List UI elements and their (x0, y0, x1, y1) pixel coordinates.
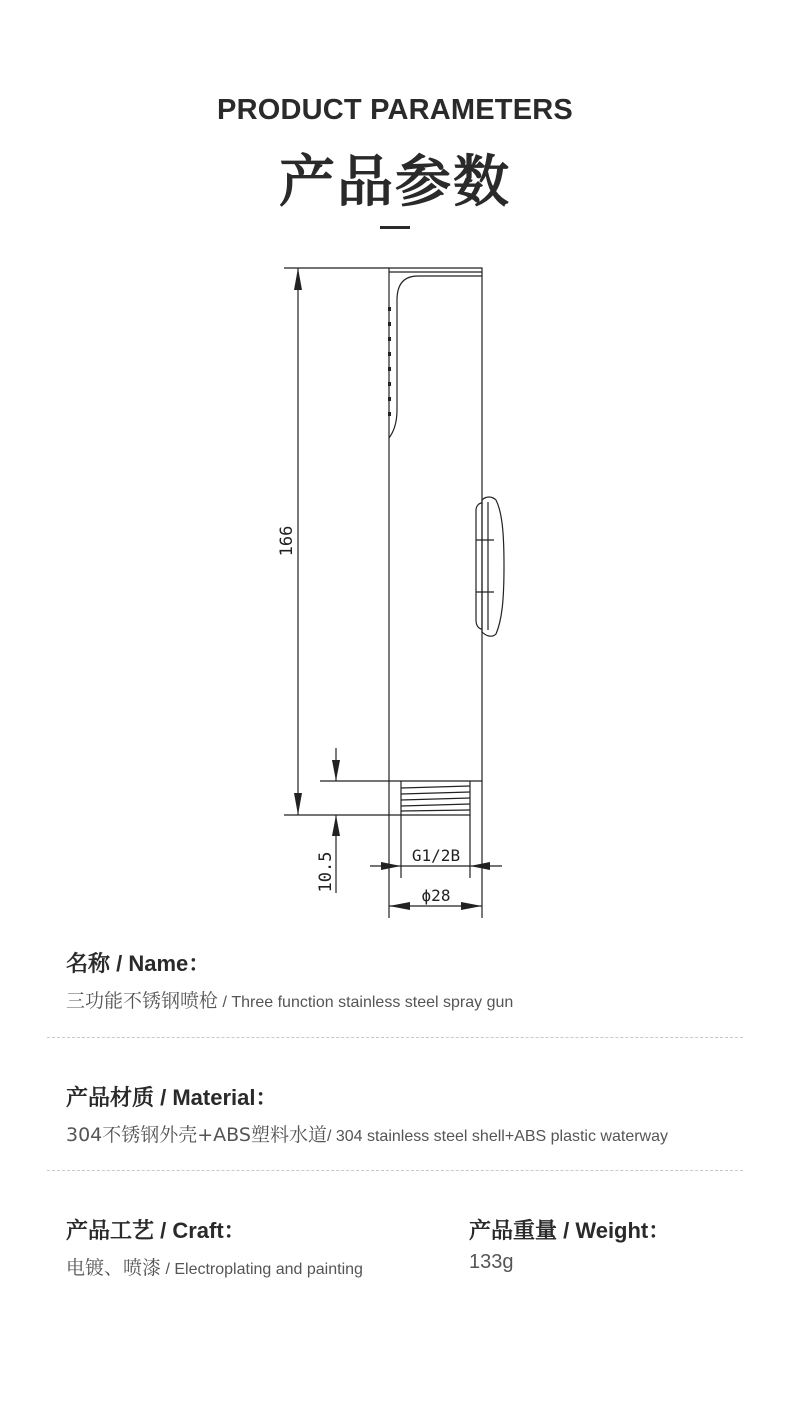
weight-label: 产品重量 / Weight： (469, 1218, 671, 1243)
dimension-arrows (294, 268, 490, 910)
craft-value (66, 1253, 363, 1280)
name-value-cn: 三功能不锈钢喷枪 (66, 990, 219, 1012)
material-value-cn: 304不锈钢外壳+ABS塑料水道 (66, 1124, 327, 1146)
thread-spec-label: G1/2B (411, 846, 461, 865)
craft-label: 产品工艺 / Craft： (66, 1218, 246, 1243)
spray-gun-body (389, 268, 482, 781)
material-label: 产品材质 / Material： (66, 1085, 278, 1110)
divider (47, 1170, 743, 1171)
section-title-en: PRODUCT PARAMETERS (217, 94, 573, 126)
craft-value-cn: 电镀、喷漆 (66, 1257, 162, 1279)
divider (47, 1037, 743, 1038)
name-label: 名称 / Name： (66, 951, 211, 976)
side-button (482, 497, 504, 636)
weight-value: 133g (469, 1251, 514, 1273)
section-title-cn: 产品参数 (279, 150, 511, 215)
material-value (66, 1120, 668, 1147)
name-value (66, 986, 513, 1013)
spray-gun-face (389, 276, 482, 438)
craft-value-en: / Electroplating and painting (161, 1261, 363, 1278)
material-value-en: / 304 stainless steel shell+ABS plastic waterway (326, 1128, 669, 1145)
thread-length-dimension-label: 10.5 (316, 851, 336, 893)
diameter-dimension-label: ϕ28 (421, 886, 451, 905)
height-dimension-label: 166 (277, 525, 297, 557)
name-value-en: / Three function stainless steel spray gun (218, 994, 514, 1011)
